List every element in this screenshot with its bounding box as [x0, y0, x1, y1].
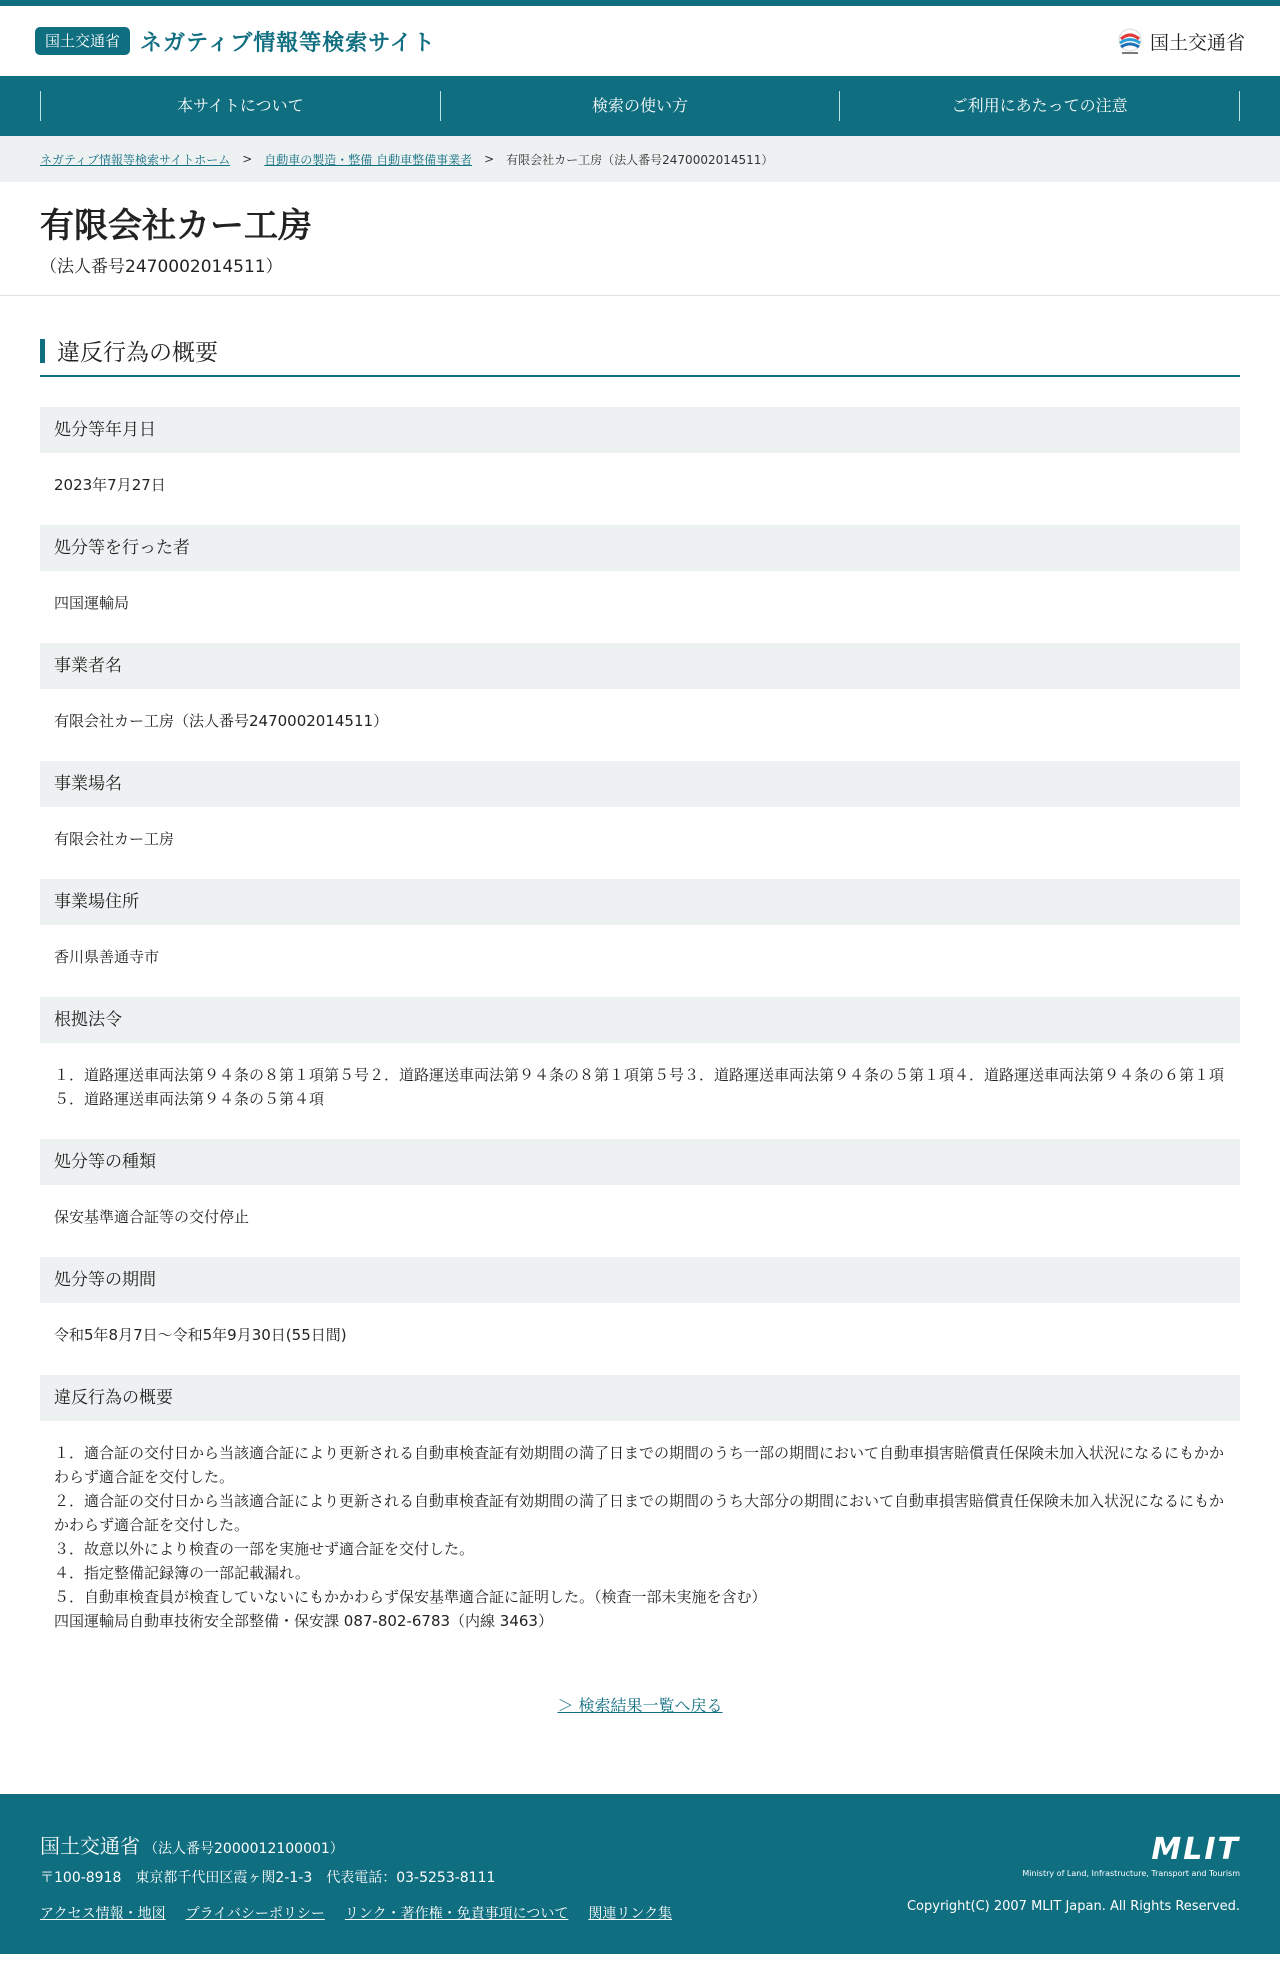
ministry-logo-text: 国土交通省 [1149, 31, 1245, 54]
breadcrumb-separator: > [484, 152, 495, 166]
ministry-logo[interactable] [1116, 27, 1245, 55]
site-title[interactable]: ネガティブ情報等検索サイト [140, 30, 436, 56]
violation-line: ３．故意以外により検査の一部を実施せず適合証を交付した。 [54, 1540, 475, 1559]
detail-value-disposition-type: 保安基準適合証等の交付停止 [54, 1208, 250, 1227]
breadcrumb-separator: > [242, 152, 253, 166]
footer-link-copyright[interactable]: リンク・著作権・免責事項について [344, 1906, 569, 1923]
violation-line: ５．自動車検査員が検査していないにもかかわらず保安基準適合証に証明した。（検査一部未実施を含む） [54, 1588, 767, 1607]
section-heading-text: 違反行為の概要 [57, 340, 218, 367]
breadcrumb-current: 有限会社カー工房（法人番号2470002014511） [506, 152, 774, 167]
detail-label-disposition-period: 処分等の期間 [40, 1257, 1240, 1303]
footer-address: 〒100-8918 東京都千代田区霞ヶ関2-1-3 代表電話：03-5253-8111 [40, 1870, 496, 1887]
main-content [0, 296, 1280, 1716]
footer-org-number: （法人番号2000012100001） [144, 1841, 344, 1858]
detail-list [40, 407, 1240, 1661]
detail-label-legal-basis: 根拠法令 [40, 997, 1240, 1043]
mlit-wordmark: MLIT [1151, 1832, 1240, 1868]
ministry-mark-icon [1116, 27, 1144, 55]
copyright: Copyright(C) 2007 MLIT Japan. All Rights Reserved. [906, 1899, 1240, 1915]
corporate-number: （法人番号2470002014511） [40, 257, 283, 278]
site-brand[interactable] [35, 26, 436, 57]
main-nav [0, 76, 1280, 136]
back-link-area [40, 1693, 1240, 1716]
detail-value-site-address: 香川県善通寺市 [54, 948, 160, 967]
nav-item-howto[interactable]: 検索の使い方 [440, 91, 840, 121]
breadcrumb-category-link[interactable]: 自動車の製造・整備 自動車整備事業者 [264, 152, 473, 167]
page-title: 有限会社カー工房 [40, 206, 312, 246]
footer-link-access[interactable]: アクセス情報・地図 [40, 1906, 166, 1923]
detail-value-disposition-period: 令和5年8月7日～令和5年9月30日(55日間) [54, 1326, 347, 1345]
mlit-subtext: Ministry of Land, Infrastructure, Transport and Tourism [1022, 1869, 1240, 1879]
heading-accent-bar [40, 339, 45, 363]
detail-label-disposition-type: 処分等の種類 [40, 1139, 1240, 1185]
contact-line: 四国運輸局自動車技術安全部整備・保安課 087-802-6783（内線 3463） [54, 1612, 553, 1631]
breadcrumb-home-link[interactable]: ネガティブ情報等検索サイトホーム [40, 152, 231, 167]
section-heading [40, 334, 1240, 377]
site-header [0, 6, 1280, 76]
detail-label-site-address: 事業場住所 [40, 879, 1240, 925]
detail-label-issuer: 処分等を行った者 [40, 525, 1240, 571]
detail-value-business-name: 有限会社カー工房（法人番号2470002014511） [54, 712, 389, 731]
footer-org-name: 国土交通省 [40, 1834, 140, 1859]
ministry-badge: 国土交通省 [35, 27, 130, 55]
violation-line: ４．指定整備記録簿の一部記載漏れ。 [54, 1564, 310, 1583]
detail-value-site-name: 有限会社カー工房 [54, 830, 175, 849]
breadcrumb [0, 136, 1280, 182]
detail-value-violation-summary [40, 1421, 1240, 1661]
nav-item-about[interactable]: 本サイトについて [40, 91, 440, 121]
site-footer [0, 1794, 1280, 1954]
page-title-area [0, 182, 1280, 296]
detail-value-issuer: 四国運輸局 [54, 594, 130, 613]
violation-line: ２．適合証の交付日から当該適合証により更新される自動車検査証有効期間の満了日までの期間のうち大部分の期間において自動車損害賠償責任保険未加入状況になるにもかかわらず適合証を交付した。 [54, 1492, 1225, 1535]
detail-label-site-name: 事業場名 [40, 761, 1240, 807]
detail-label-violation-summary: 違反行為の概要 [40, 1375, 1240, 1421]
back-to-results-link[interactable]: ＞ 検索結果一覧へ戻る [557, 1696, 723, 1716]
footer-link-related[interactable]: 関連リンク集 [588, 1906, 673, 1923]
detail-label-business-name: 事業者名 [40, 643, 1240, 689]
detail-value-disposition-date: 2023年7月27日 [54, 476, 166, 495]
footer-link-privacy[interactable]: プライバシーポリシー [185, 1906, 325, 1923]
detail-value-legal-basis: １．道路運送車両法第９４条の８第１項第５号２．道路運送車両法第９４条の８第１項第５号３．道路運送車両法第９４条の５第１項４．道路運送車両法第９４条の６第１項５．道路運送車両法第９４条の５第４項 [54, 1066, 1225, 1109]
mlit-logo [1022, 1832, 1240, 1878]
violation-line: １．適合証の交付日から当該適合証により更新される自動車検査証有効期間の満了日までの期間のうち一部の期間において自動車損害賠償責任保険未加入状況になるにもかかわらず適合証を交付した。 [54, 1444, 1225, 1487]
nav-item-notes[interactable]: ご利用にあたっての注意 [839, 91, 1240, 121]
detail-label-disposition-date: 処分等年月日 [40, 407, 1240, 453]
